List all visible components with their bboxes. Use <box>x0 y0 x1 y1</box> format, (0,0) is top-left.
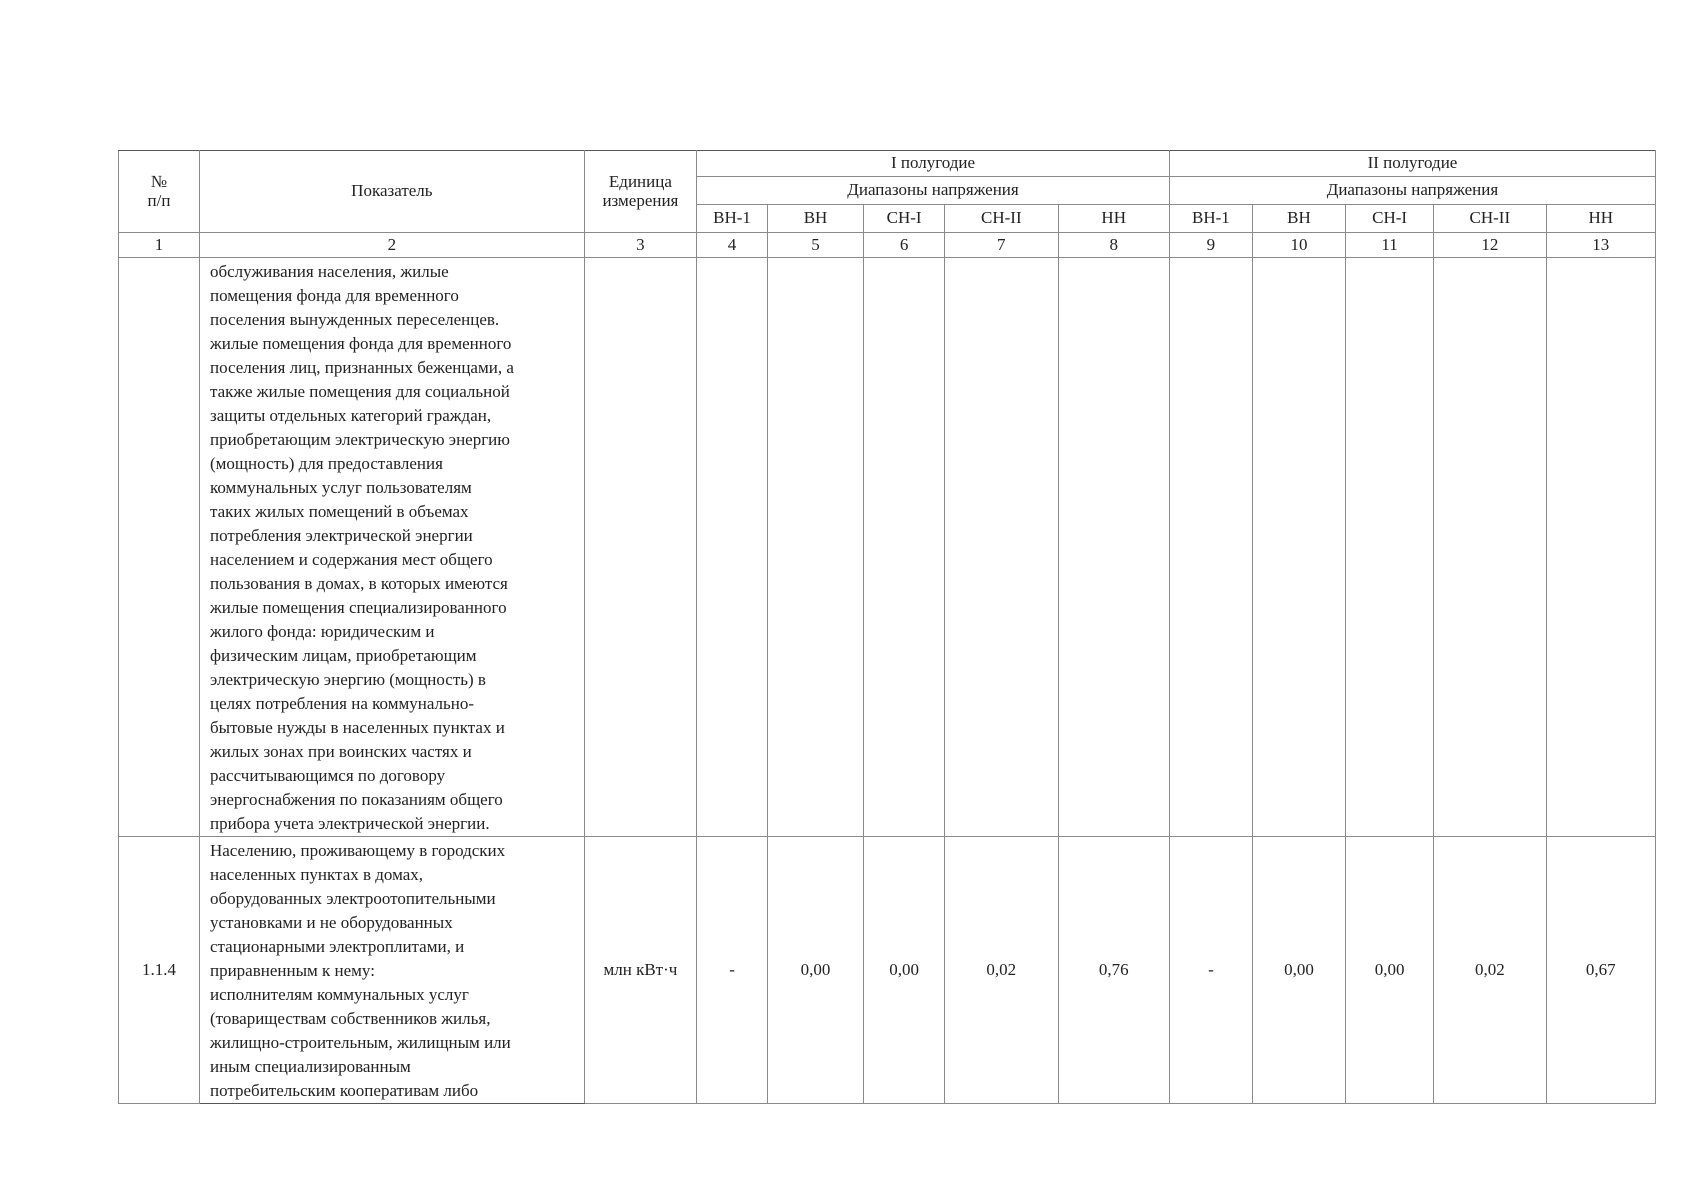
empty-cell <box>697 258 768 837</box>
empty-cell <box>1169 258 1252 837</box>
header-voltage-ranges-2: Диапазоны напряжения <box>1169 177 1655 205</box>
header-row-1 <box>119 151 1656 177</box>
empty-cell <box>864 258 945 837</box>
header-num: № п/п <box>119 151 200 233</box>
continuation-text-cell <box>199 258 584 837</box>
column-number: 11 <box>1346 233 1434 258</box>
band-header: НН <box>1546 205 1655 233</box>
column-number: 2 <box>199 233 584 258</box>
row-description: Населению, проживающему в городских населенных пунктах в домах, оборудованных электроотопительными установками и не оборудованных стационарными электроплитами, и приравненным к нему: исполнителям коммунальных услуг (товариществам собственников жилья, жилищно-строительным, жилищным или иным специализированным потребительским кооперативам либо <box>209 841 511 1100</box>
continuation-row <box>119 258 1656 837</box>
column-number-row <box>119 233 1656 258</box>
row-description-cell <box>199 837 584 1104</box>
value-cell: 0,67 <box>1546 837 1655 1104</box>
column-number: 3 <box>584 233 696 258</box>
band-header: ВН-1 <box>697 205 768 233</box>
column-number: 1 <box>119 233 200 258</box>
continuation-text: обслуживания населения, жилые помещения фонда для временного поселения вынужденных переселенцев. жилые помещения фонда для временного поселения лиц, признанных беженцами, а также жилые помещения для социальной защиты отдельных категорий граждан, приобретающим электрическую энергию (мощность) для предоставления коммунальных услуг пользователям таких жилых помещений в объемах потребления электрической энергии населением и содержания мест общего пользования в домах, в которых имеются жилые помещения специализированного жилого фонда: юридическим и физическим лицам, приобретающим электрическую энергию (мощность) в целях потребления на коммунально- бытовые нужды в населенных пунктах и жилых зонах при воинских частях и рассчитывающимся по договору энергоснабжения по показаниям общего прибора учета электрической энергии. <box>209 262 514 833</box>
value-cell: 0,76 <box>1058 837 1169 1104</box>
empty-cell <box>945 258 1058 837</box>
row-number-cell <box>119 258 200 837</box>
band-header: СН-II <box>1434 205 1546 233</box>
row-unit: млн кВт·ч <box>584 837 696 1104</box>
empty-cell <box>767 258 863 837</box>
column-number: 12 <box>1434 233 1546 258</box>
band-header: СН-II <box>945 205 1058 233</box>
column-number: 4 <box>697 233 768 258</box>
band-header: НН <box>1058 205 1169 233</box>
empty-cell <box>1058 258 1169 837</box>
header-voltage-ranges-1: Диапазоны напряжения <box>697 177 1170 205</box>
empty-cell <box>1546 258 1655 837</box>
column-number: 5 <box>767 233 863 258</box>
empty-cell <box>1434 258 1546 837</box>
header-indicator: Показатель <box>199 151 584 233</box>
column-number: 13 <box>1546 233 1655 258</box>
band-header: ВН <box>767 205 863 233</box>
row-number: 1.1.4 <box>119 837 200 1104</box>
empty-cell <box>1252 258 1345 837</box>
value-cell: 0,02 <box>945 837 1058 1104</box>
column-number: 9 <box>1169 233 1252 258</box>
value-cell: 0,00 <box>767 837 863 1104</box>
column-number: 10 <box>1252 233 1345 258</box>
table-row-1-1-4 <box>119 837 1656 1104</box>
header-half-1: I полугодие <box>697 151 1170 177</box>
band-header: СН-I <box>1346 205 1434 233</box>
band-header: ВН <box>1252 205 1345 233</box>
tariff-table <box>118 150 1656 1104</box>
value-cell: - <box>697 837 768 1104</box>
band-header: СН-I <box>864 205 945 233</box>
value-cell: 0,00 <box>1252 837 1345 1104</box>
column-number: 6 <box>864 233 945 258</box>
value-cell: - <box>1169 837 1252 1104</box>
header-half-2: II полугодие <box>1169 151 1655 177</box>
value-cell: 0,00 <box>1346 837 1434 1104</box>
band-header: ВН-1 <box>1169 205 1252 233</box>
header-unit: Единица измерения <box>584 151 696 233</box>
value-cell: 0,00 <box>864 837 945 1104</box>
column-number: 7 <box>945 233 1058 258</box>
empty-cell <box>1346 258 1434 837</box>
empty-cell <box>584 258 696 837</box>
value-cell: 0,02 <box>1434 837 1546 1104</box>
column-number: 8 <box>1058 233 1169 258</box>
